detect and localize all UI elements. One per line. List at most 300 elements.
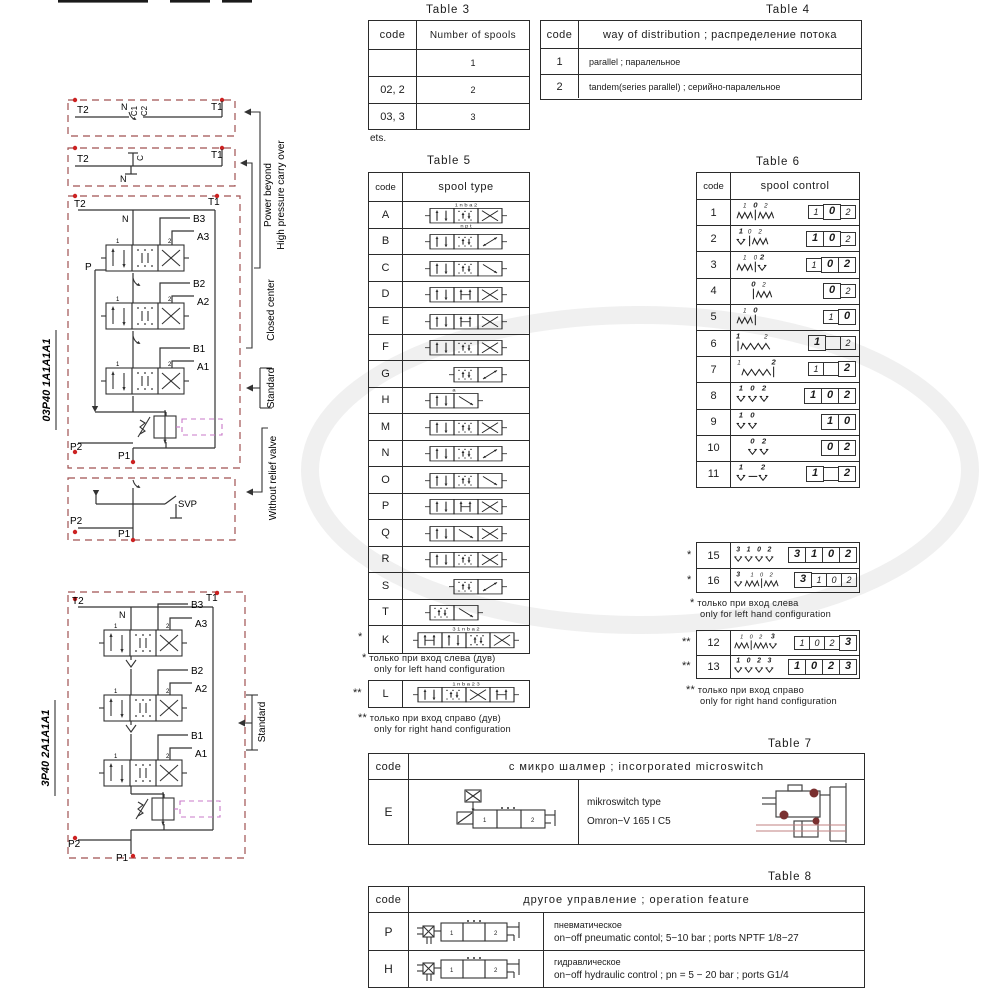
table5 bbox=[368, 172, 530, 654]
table-row bbox=[369, 572, 529, 599]
svg-text:2: 2 bbox=[767, 546, 772, 554]
column-header: code bbox=[369, 887, 409, 912]
code-cell: P bbox=[369, 913, 409, 950]
port-label: T2 bbox=[72, 596, 84, 607]
svg-text:3: 3 bbox=[770, 633, 775, 641]
valve-pos-label: 2 bbox=[168, 239, 172, 245]
valve-pos-label: 2 bbox=[494, 930, 498, 937]
valve-pos-label: 1 bbox=[114, 689, 118, 695]
port-label: A1 bbox=[195, 749, 208, 760]
spool-symbol bbox=[404, 361, 528, 387]
footnote-marker: * bbox=[687, 574, 692, 586]
port-label: SVP bbox=[178, 499, 198, 510]
spool-control-glyph bbox=[733, 569, 785, 593]
table5-header-row bbox=[369, 173, 529, 201]
svg-text:2: 2 bbox=[758, 228, 762, 236]
code-cell: 2 bbox=[541, 75, 579, 98]
table-row bbox=[697, 435, 859, 461]
svg-text:1: 1 bbox=[743, 202, 747, 210]
position-boxes bbox=[789, 547, 857, 565]
position-box: 2 bbox=[840, 336, 856, 350]
table3-header-row bbox=[369, 21, 529, 49]
footnote-marker: * bbox=[362, 652, 367, 664]
spool-control-cell bbox=[731, 631, 859, 655]
table6-note-right-en: only for right hand configuration bbox=[700, 696, 837, 706]
pneumatic-valve-icon bbox=[417, 916, 535, 948]
svg-text:0: 0 bbox=[751, 279, 756, 289]
port-label: T1 bbox=[211, 150, 223, 161]
spool-control-glyph bbox=[734, 279, 794, 304]
svg-text:0: 0 bbox=[746, 657, 751, 665]
column-header: code bbox=[541, 21, 579, 48]
footnote-marker: ** bbox=[682, 660, 691, 672]
table-row bbox=[541, 74, 861, 98]
port-label: P1 bbox=[118, 451, 131, 462]
position-box: 1 bbox=[808, 205, 824, 219]
table-row bbox=[369, 334, 529, 361]
position-box: 3 bbox=[788, 547, 806, 563]
spool-control-cell bbox=[731, 200, 859, 225]
position-box: 1 bbox=[805, 547, 823, 563]
position-box: 1 bbox=[804, 388, 822, 404]
spool-control-glyph bbox=[734, 357, 794, 382]
position-box: 1 bbox=[806, 466, 824, 482]
svg-text:2: 2 bbox=[762, 281, 766, 289]
code-cell: T bbox=[369, 600, 403, 626]
top-cropped-marks bbox=[58, 0, 252, 3]
svg-text:0: 0 bbox=[749, 634, 753, 641]
spool-symbol bbox=[404, 228, 528, 254]
spool-control-glyph bbox=[733, 544, 785, 568]
table8 bbox=[368, 886, 865, 988]
feature-text-cell bbox=[544, 951, 864, 987]
port-label: T2 bbox=[74, 199, 86, 210]
position-boxes bbox=[807, 230, 856, 248]
port-label: A2 bbox=[197, 297, 210, 308]
table5-row-l bbox=[368, 680, 530, 708]
port-label: T1 bbox=[208, 197, 220, 208]
table-row bbox=[697, 356, 859, 382]
spool-type-cell bbox=[403, 681, 529, 707]
svg-text:3: 3 bbox=[736, 571, 741, 579]
svg-text:0: 0 bbox=[753, 305, 758, 315]
position-box: 3 bbox=[794, 572, 812, 588]
table-row bbox=[369, 103, 529, 129]
position-box: 1 bbox=[821, 414, 839, 430]
code-cell: L bbox=[369, 681, 403, 707]
table-row-l bbox=[369, 681, 529, 707]
code-cell: R bbox=[369, 547, 403, 573]
spool-control-glyph bbox=[734, 252, 794, 277]
table5-note-left-en: only for left hand configuration bbox=[374, 664, 505, 674]
column-header: Number of spools bbox=[429, 29, 517, 41]
position-box: 1 bbox=[808, 335, 826, 351]
spool-type-cell bbox=[403, 388, 529, 414]
port-label: A2 bbox=[195, 684, 208, 695]
svg-text:2: 2 bbox=[759, 634, 763, 641]
spool-type-cell bbox=[403, 441, 529, 467]
spool-control-cell bbox=[731, 252, 859, 277]
valve-pos-label: 1 bbox=[482, 818, 486, 824]
svg-text:2: 2 bbox=[759, 253, 765, 263]
port-label: P1 bbox=[116, 853, 129, 864]
microswitch-type-label: mikroswitch type bbox=[587, 797, 661, 808]
position-box: 0 bbox=[823, 204, 841, 220]
position-boxes bbox=[805, 387, 856, 405]
svg-text:2: 2 bbox=[760, 462, 766, 472]
code-cell: E bbox=[369, 780, 409, 844]
column-header: с микро шалмер ; incorporated microswitch bbox=[508, 760, 765, 773]
table-row bbox=[369, 546, 529, 573]
table-row bbox=[697, 278, 859, 304]
svg-text:1 n b a 2: 1 n b a 2 bbox=[454, 202, 478, 208]
port-label: N bbox=[119, 610, 126, 620]
svg-text:3: 3 bbox=[767, 657, 772, 665]
code-cell: S bbox=[369, 573, 403, 599]
code-cell: 15 bbox=[697, 543, 731, 568]
port-label: T1 bbox=[206, 593, 218, 604]
spool-symbol bbox=[404, 281, 528, 307]
value-cell: parallel ; паралельное bbox=[589, 56, 681, 67]
svg-text:1: 1 bbox=[736, 657, 741, 665]
svg-text:2: 2 bbox=[757, 657, 761, 665]
table3 bbox=[368, 20, 530, 130]
spool-type-cell bbox=[403, 255, 529, 281]
position-box: 1 bbox=[806, 231, 824, 247]
spool-control-cell bbox=[731, 462, 859, 487]
svg-text:1: 1 bbox=[738, 410, 744, 420]
spool-type-cell bbox=[403, 361, 529, 387]
footnote-marker-k: * bbox=[358, 631, 363, 643]
port-label: B3 bbox=[193, 214, 206, 225]
position-boxes bbox=[822, 439, 856, 457]
port-label: P bbox=[85, 262, 92, 273]
position-box: 0 bbox=[823, 283, 841, 299]
table-row bbox=[369, 519, 529, 546]
svg-text:0: 0 bbox=[753, 200, 758, 210]
code-cell: A bbox=[369, 202, 403, 228]
spool-symbol bbox=[404, 255, 528, 281]
svg-text:n p t: n p t bbox=[460, 224, 472, 228]
spool-symbol bbox=[404, 573, 528, 599]
spool-control-cell bbox=[731, 656, 859, 678]
table7 bbox=[368, 753, 865, 845]
table-row bbox=[369, 281, 529, 308]
valve-pos-label: 2 bbox=[530, 818, 534, 824]
svg-text:2: 2 bbox=[769, 572, 773, 579]
table6-note-left-en: only for left hand configuration bbox=[700, 609, 831, 619]
position-box: 0 bbox=[822, 547, 840, 563]
code-cell: 03, 3 bbox=[369, 104, 417, 129]
table7-header-row bbox=[369, 754, 864, 779]
code-cell: N bbox=[369, 441, 403, 467]
code-cell: 6 bbox=[697, 331, 731, 356]
port-label: P2 bbox=[70, 442, 83, 453]
position-box: 0 bbox=[823, 231, 841, 247]
spool-control-glyph bbox=[734, 305, 794, 330]
diagram-standard-3p40 bbox=[40, 591, 245, 864]
spool-type-cell bbox=[403, 308, 529, 334]
position-boxes bbox=[795, 634, 857, 652]
spool-control-glyph bbox=[734, 410, 794, 435]
spool-symbol bbox=[404, 308, 528, 334]
code-cell: D bbox=[369, 282, 403, 308]
table-row-k bbox=[369, 625, 529, 653]
port-label: T2 bbox=[77, 105, 89, 116]
table-row bbox=[697, 304, 859, 330]
spool-control-cell bbox=[731, 569, 859, 592]
position-box: 2 bbox=[838, 361, 856, 377]
position-box: 2 bbox=[824, 636, 840, 650]
spool-control-cell bbox=[731, 305, 859, 330]
spool-type-cell bbox=[403, 229, 529, 255]
table-row bbox=[369, 599, 529, 626]
spool-symbol bbox=[404, 546, 528, 572]
code-cell: 1 bbox=[541, 49, 579, 74]
table-row bbox=[697, 225, 859, 251]
spool-type-cell bbox=[403, 282, 529, 308]
column-header: code bbox=[369, 21, 417, 49]
table-row bbox=[697, 409, 859, 435]
note-text-ru: только при вход справо (дув) bbox=[369, 713, 501, 723]
position-box: 2 bbox=[840, 232, 856, 246]
column-header: spool control bbox=[760, 180, 830, 192]
valve-pos-label: 1 bbox=[450, 930, 454, 937]
column-header: code bbox=[697, 173, 731, 199]
table-row bbox=[369, 228, 529, 255]
code-cell: G bbox=[369, 361, 403, 387]
spool-symbol bbox=[404, 681, 528, 707]
svg-text:1: 1 bbox=[740, 634, 744, 641]
port-label: T1 bbox=[211, 102, 223, 113]
spool-symbol bbox=[404, 440, 528, 466]
table-row bbox=[697, 568, 859, 592]
position-boxes bbox=[824, 308, 856, 326]
code-cell: 10 bbox=[697, 436, 731, 461]
diagram-closed-center bbox=[68, 146, 235, 186]
spool-type-cell bbox=[403, 467, 529, 493]
diagram-standard-03p40 bbox=[41, 194, 240, 468]
model-label: 3P40 2A1A1A1 bbox=[40, 709, 52, 787]
code-cell: P bbox=[369, 494, 403, 520]
port-label: B1 bbox=[193, 344, 206, 355]
position-boxes bbox=[822, 413, 856, 431]
spool-symbol bbox=[404, 387, 528, 413]
svg-text:1: 1 bbox=[737, 359, 741, 367]
caption-without-relief: Without relief valve bbox=[268, 435, 279, 521]
svg-text:1: 1 bbox=[738, 462, 744, 472]
svg-text:1: 1 bbox=[750, 572, 754, 579]
code-cell: 13 bbox=[697, 656, 731, 678]
table7-title: Table 7 bbox=[768, 738, 813, 750]
position-box bbox=[823, 467, 839, 481]
table-row bbox=[369, 201, 529, 228]
valve-pos-label: 2 bbox=[166, 754, 170, 760]
table-row bbox=[369, 49, 529, 76]
position-box: 1 bbox=[788, 659, 806, 675]
table-row bbox=[697, 655, 859, 678]
position-box: 2 bbox=[839, 547, 857, 563]
port-label: T2 bbox=[77, 154, 89, 165]
svg-text:1: 1 bbox=[738, 384, 744, 394]
table-row-p bbox=[369, 912, 864, 950]
spool-symbol bbox=[404, 599, 528, 625]
code-cell: 12 bbox=[697, 631, 731, 655]
table4-title: Table 4 bbox=[766, 4, 811, 16]
code-cell: E bbox=[369, 308, 403, 334]
position-boxes bbox=[809, 361, 856, 379]
port-label: C1 bbox=[130, 105, 139, 117]
svg-text:3 1 n b a 2: 3 1 n b a 2 bbox=[452, 627, 480, 633]
table-row bbox=[697, 251, 859, 277]
caption-standard: Standard bbox=[266, 367, 277, 409]
caption-carry-over: High pressure carry over bbox=[276, 140, 287, 250]
table6 bbox=[696, 172, 860, 488]
code-cell: H bbox=[369, 388, 403, 414]
caption-standard-bottom: Standard bbox=[257, 701, 268, 743]
port-label: N bbox=[122, 214, 129, 224]
code-cell: 5 bbox=[697, 305, 731, 330]
table8-title: Table 8 bbox=[768, 871, 813, 883]
footnote-marker-l: ** bbox=[353, 687, 362, 699]
svg-text:2: 2 bbox=[764, 333, 768, 341]
code-cell: 9 bbox=[697, 410, 731, 435]
table4 bbox=[540, 20, 862, 100]
diagram-without-relief bbox=[68, 478, 235, 542]
valve-pos-label: 2 bbox=[494, 968, 498, 974]
microswitch-text-cell bbox=[579, 780, 864, 844]
spool-control-glyph bbox=[734, 226, 794, 251]
position-box bbox=[823, 362, 839, 376]
table-row-e bbox=[369, 779, 864, 844]
position-boxes bbox=[809, 335, 856, 353]
port-label: A3 bbox=[195, 619, 208, 630]
note-text-ru: только при вход слева (дув) bbox=[369, 653, 496, 663]
spool-control-cell bbox=[731, 383, 859, 408]
position-boxes bbox=[795, 572, 857, 590]
valve-diagram-cell bbox=[409, 951, 544, 987]
hydraulic-valve-icon bbox=[417, 953, 535, 985]
position-box: 2 bbox=[841, 573, 857, 587]
spool-control-glyph bbox=[734, 462, 794, 487]
port-label: B3 bbox=[191, 600, 204, 611]
spool-type-cell bbox=[403, 600, 529, 626]
table-row bbox=[697, 330, 859, 356]
svg-text:3: 3 bbox=[736, 546, 741, 554]
port-label: B1 bbox=[191, 731, 204, 742]
code-cell: F bbox=[369, 335, 403, 361]
svg-text:0: 0 bbox=[750, 384, 755, 394]
spool-control-cell bbox=[731, 226, 859, 251]
code-cell: M bbox=[369, 414, 403, 440]
code-cell: 3 bbox=[697, 252, 731, 277]
microswitch-valve-icon bbox=[429, 786, 559, 838]
valve-pos-label: 2 bbox=[168, 297, 172, 303]
position-boxes bbox=[807, 465, 856, 483]
spool-symbol bbox=[404, 202, 528, 228]
table5-note-right-en: only for right hand configuration bbox=[374, 724, 511, 734]
svg-text:1: 1 bbox=[738, 226, 744, 236]
table-row bbox=[369, 413, 529, 440]
position-boxes bbox=[809, 204, 856, 222]
valve-pos-label: 1 bbox=[114, 754, 118, 760]
position-box: 0 bbox=[838, 309, 856, 325]
footnote-marker: ** bbox=[686, 684, 695, 696]
svg-text:1 n b a 2 3: 1 n b a 2 3 bbox=[452, 682, 480, 687]
table6-header-row bbox=[697, 173, 859, 199]
code-cell: 11 bbox=[697, 462, 731, 487]
svg-text:0: 0 bbox=[760, 572, 764, 579]
table6-note-left bbox=[690, 597, 798, 609]
spool-control-cell bbox=[731, 279, 859, 304]
spool-control-cell bbox=[731, 436, 859, 461]
spool-type-cell bbox=[403, 494, 529, 520]
port-label: P2 bbox=[68, 839, 81, 850]
svg-text:2: 2 bbox=[761, 384, 767, 394]
svg-text:a: a bbox=[452, 388, 456, 394]
position-boxes bbox=[807, 256, 856, 274]
position-box: 0 bbox=[821, 257, 839, 273]
spool-symbol bbox=[404, 414, 528, 440]
spool-type-cell bbox=[403, 520, 529, 546]
port-label: N bbox=[121, 102, 128, 112]
position-boxes bbox=[824, 282, 856, 300]
port-label: N bbox=[120, 174, 127, 184]
position-box: 1 bbox=[806, 258, 822, 272]
position-box: 2 bbox=[838, 388, 856, 404]
code-cell: 02, 2 bbox=[369, 77, 417, 103]
note-text-ru: только при вход слева bbox=[697, 598, 799, 608]
spool-type-cell bbox=[403, 547, 529, 573]
spool-control-cell bbox=[731, 357, 859, 382]
position-box: 2 bbox=[822, 659, 840, 675]
feature-en: on−off pneumatic contol; 5−10 bar ; ports NPTF 1/8−27 bbox=[554, 932, 799, 944]
code-cell: 1 bbox=[697, 200, 731, 225]
microswitch-model: Omron−V 165 I C5 bbox=[587, 816, 671, 827]
svg-text:1: 1 bbox=[743, 255, 747, 263]
table-row bbox=[541, 48, 861, 74]
port-label: A3 bbox=[197, 232, 210, 243]
port-label: C bbox=[136, 155, 145, 161]
spool-control-glyph bbox=[734, 331, 794, 356]
column-header: code bbox=[369, 173, 403, 201]
table5-note-right bbox=[358, 712, 501, 724]
spool-control-glyph bbox=[733, 655, 785, 679]
code-cell: H bbox=[369, 951, 409, 987]
footnote-marker: ** bbox=[682, 636, 691, 648]
valve-pos-label: 1 bbox=[450, 968, 454, 974]
table-row bbox=[369, 360, 529, 387]
footnote-marker: ** bbox=[358, 712, 367, 724]
spool-symbol bbox=[404, 334, 528, 360]
code-cell: 8 bbox=[697, 383, 731, 408]
column-header: way of distribution ; распределение потока bbox=[602, 28, 838, 41]
port-label: B2 bbox=[191, 666, 204, 677]
table8-header-row bbox=[369, 887, 864, 912]
position-box: 3 bbox=[839, 659, 857, 675]
table6-extra-left bbox=[696, 542, 860, 593]
feature-text-cell bbox=[544, 913, 864, 950]
table5-title: Table 5 bbox=[426, 155, 472, 167]
svg-text:1: 1 bbox=[746, 546, 751, 554]
spool-type-cell bbox=[403, 573, 529, 599]
spool-control-glyph bbox=[734, 436, 794, 461]
code-cell: O bbox=[369, 467, 403, 493]
svg-text:1: 1 bbox=[735, 331, 741, 341]
microswitch-drawing bbox=[750, 781, 862, 843]
spool-control-cell bbox=[731, 543, 859, 568]
table3-footnote: ets. bbox=[370, 133, 387, 144]
